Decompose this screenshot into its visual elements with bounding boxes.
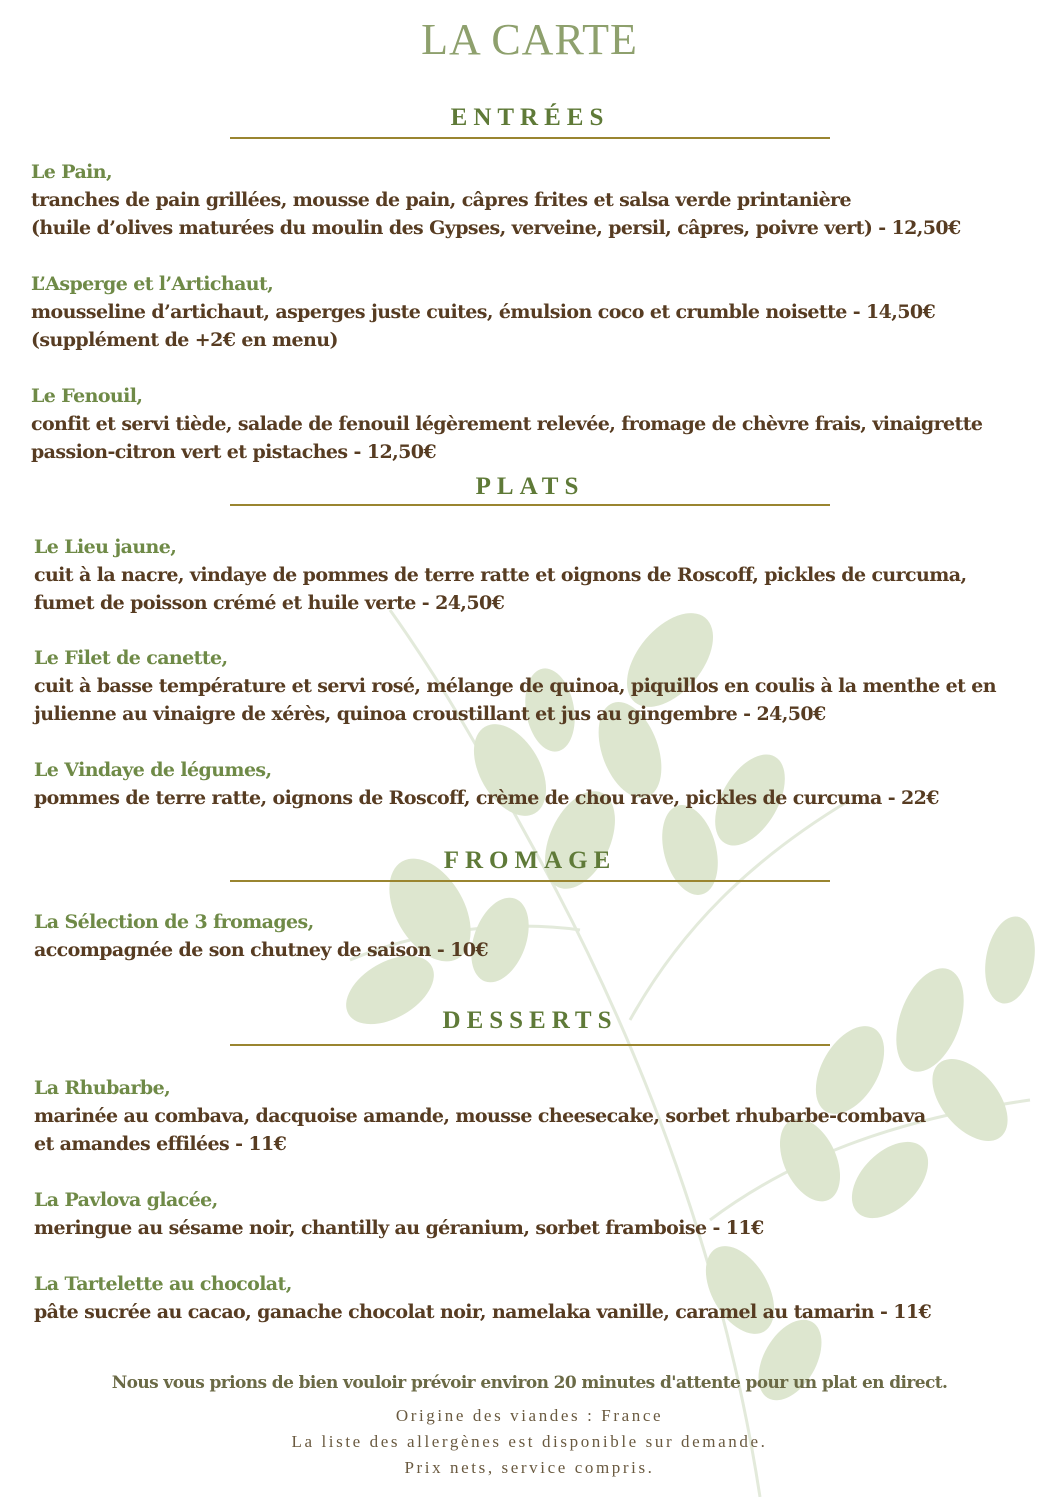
item-description: confit et servi tiède, salade de fenouil légèrement relevée, fromage de chèvre frais, vinaigrette bbox=[31, 413, 983, 435]
item-description: mousseline d’artichaut, asperges juste cuites, émulsion coco et crumble noisette - 14,50€ bbox=[31, 301, 936, 323]
section-heading-entrees: ENTRÉES bbox=[450, 104, 610, 131]
section-divider bbox=[230, 880, 830, 882]
item-name: La Tartelette au chocolat, bbox=[34, 1273, 292, 1295]
menu-item bbox=[31, 158, 1011, 242]
menu-item bbox=[34, 1186, 1014, 1242]
page-title: LA CARTE bbox=[421, 15, 638, 64]
menu-item bbox=[34, 756, 1014, 812]
item-description: (supplément de +2€ en menu) bbox=[31, 329, 338, 351]
menu-item bbox=[34, 533, 1014, 617]
menu-item bbox=[31, 382, 1011, 466]
item-name: Le Lieu jaune, bbox=[34, 536, 177, 558]
menu-item bbox=[34, 908, 1014, 964]
item-description: (huile d’olives maturées du moulin des Gypses, verveine, persil, câpres, poivre vert) - 12,50€ bbox=[31, 217, 961, 239]
menu-item bbox=[34, 1074, 1014, 1158]
footer-prices: Prix nets, service compris. bbox=[404, 1458, 655, 1477]
item-description: fumet de poisson crémé et huile verte - 24,50€ bbox=[34, 592, 505, 614]
waiting-time-note: Nous vous prions de bien vouloir prévoir environ 20 minutes d'attente pour un plat en direct. bbox=[111, 1373, 948, 1393]
item-name: Le Fenouil, bbox=[31, 385, 143, 407]
item-description: marinée au combava, dacquoise amande, mousse cheesecake, sorbet rhubarbe-combava bbox=[34, 1105, 926, 1127]
section-heading-fromage: FROMAGE bbox=[443, 847, 617, 874]
item-name: La Sélection de 3 fromages, bbox=[34, 911, 314, 933]
section-divider bbox=[230, 137, 830, 139]
menu-item bbox=[31, 270, 1011, 354]
item-description: pâte sucrée au cacao, ganache chocolat noir, namelaka vanille, caramel au tamarin - 11€ bbox=[34, 1301, 932, 1323]
item-name: Le Pain, bbox=[31, 161, 112, 183]
item-description: julienne au vinaigre de xérès, quinoa croustillant et jus au gingembre - 24,50€ bbox=[34, 703, 826, 725]
item-description: passion-citron vert et pistaches - 12,50€ bbox=[31, 441, 436, 463]
footer-meat-origin: Origine des viandes : France bbox=[395, 1406, 664, 1425]
item-name: L’Asperge et l’Artichaut, bbox=[31, 273, 274, 295]
item-description: tranches de pain grillées, mousse de pain, câpres frites et salsa verde printanière bbox=[31, 189, 851, 211]
section-divider bbox=[230, 1044, 830, 1046]
item-description: et amandes effilées - 11€ bbox=[34, 1133, 287, 1155]
item-description: pommes de terre ratte, oignons de Roscoff, crème de chou rave, pickles de curcuma - 22€ bbox=[34, 787, 939, 809]
section-divider bbox=[230, 504, 830, 506]
item-name: Le Filet de canette, bbox=[34, 647, 228, 669]
section-heading-desserts: DESSERTS bbox=[442, 1007, 618, 1034]
item-description: cuit à basse température et servi rosé, mélange de quinoa, piquillos en coulis à la menthe et en bbox=[34, 675, 996, 697]
menu-item bbox=[34, 1270, 1014, 1326]
menu-item bbox=[34, 644, 1014, 728]
item-name: Le Vindaye de légumes, bbox=[34, 759, 272, 781]
item-name: La Pavlova glacée, bbox=[34, 1189, 218, 1211]
item-description: cuit à la nacre, vindaye de pommes de terre ratte et oignons de Roscoff, pickles de curcuma, bbox=[34, 564, 967, 586]
item-description: meringue au sésame noir, chantilly au géranium, sorbet framboise - 11€ bbox=[34, 1217, 764, 1239]
section-heading-plats: PLATS bbox=[475, 473, 585, 500]
item-description: accompagnée de son chutney de saison - 10€ bbox=[34, 939, 489, 961]
footer-allergens: La liste des allergènes est disponible sur demande. bbox=[291, 1432, 768, 1451]
item-name: La Rhubarbe, bbox=[34, 1077, 171, 1099]
